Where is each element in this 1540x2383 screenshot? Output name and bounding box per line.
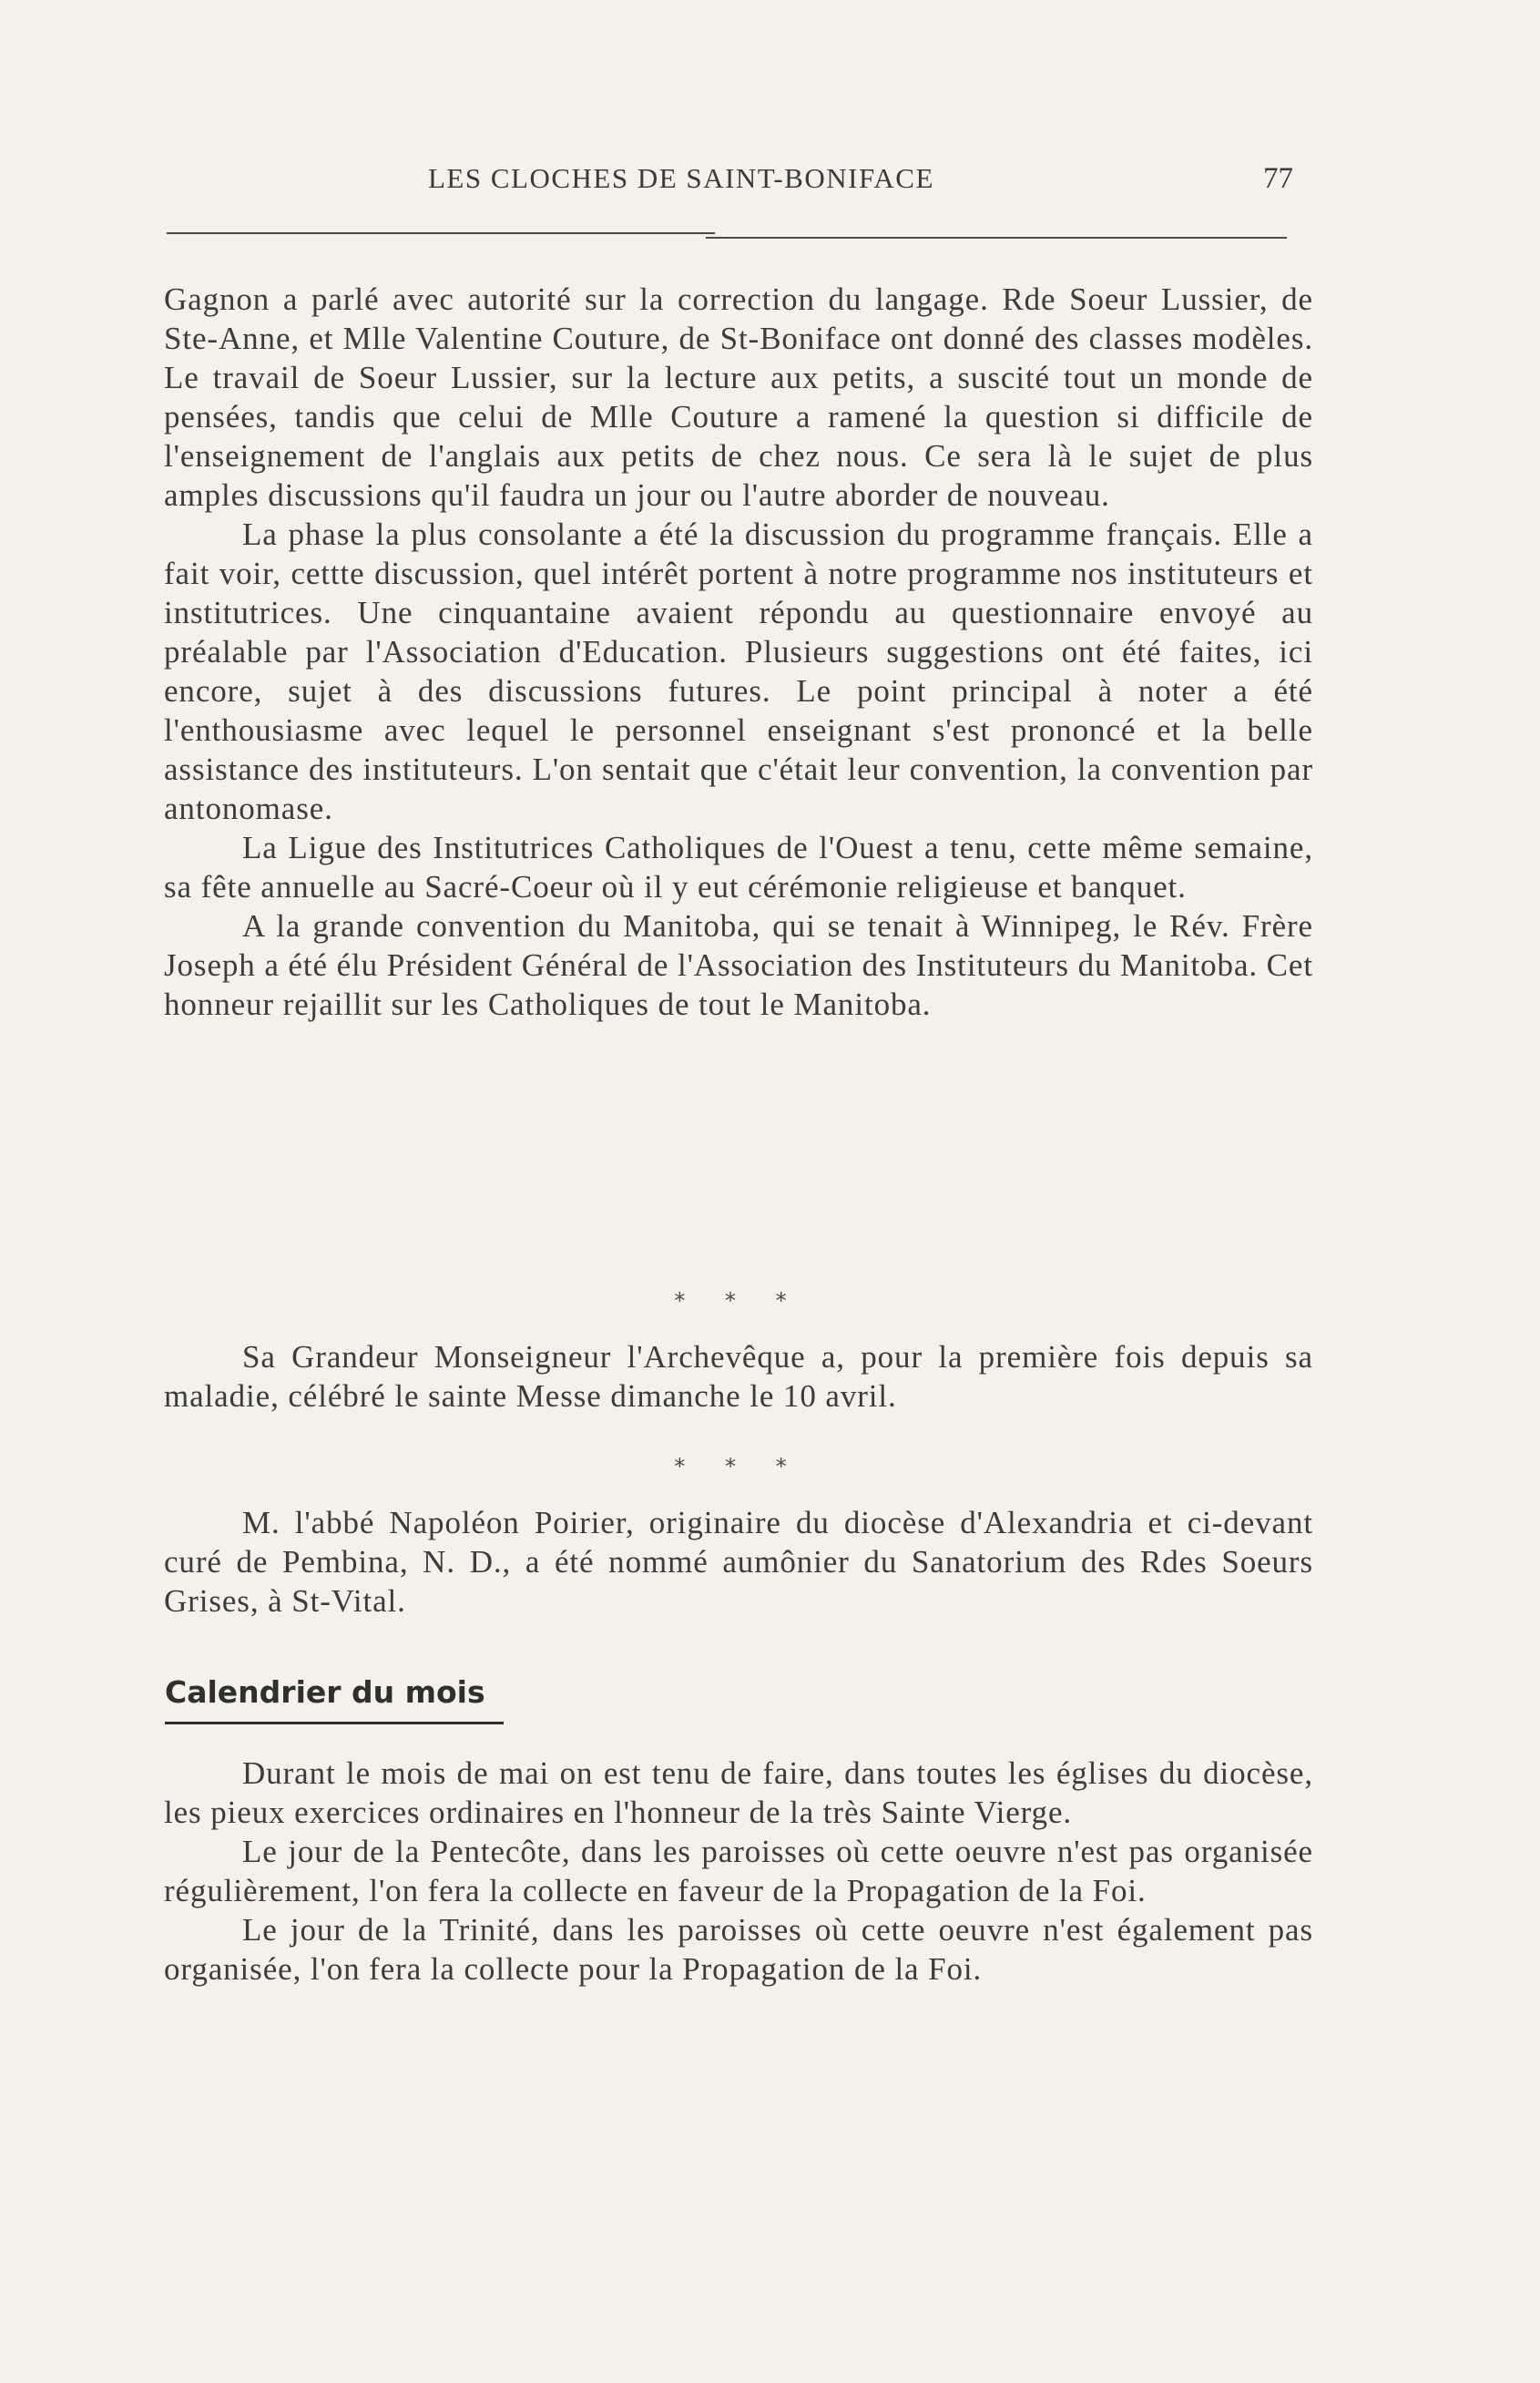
section-heading-underline [165,1722,504,1724]
page-number: 77 [1263,162,1293,195]
paragraph-programme-francais: La phase la plus consolante a été la discussion du programme français. Elle a fait voir, cettte discussion, quel intérêt portent à notre programme nos instituteurs et institutrices. Une cinquantaine avaient répondu au questionnaire envoyé au préalable par l'Association d'Education. Plusieurs suggestions ont été faites, ici encore, sujet à des discussions futures. Le point principal à noter a été l'enthousiasme avec lequel le personnel enseignant s'est prononcé et la belle assistance des instituteurs. L'on sentait que c'était leur convention, la convention par antonomase. [164,516,1313,826]
paragraph-ligue-institutrices: La Ligue des Institutrices Catholiques de l'Ouest a tenu, cette même semaine, sa fête annuelle au Sacré-Coeur où il y eut cérémonie religieuse et banquet. [164,830,1313,905]
note-poirier: M. l'abbé Napoléon Poirier, originaire du diocèse d'Alexandria et ci-devant curé de Pembina, N. D., a été nommé aumônier du Sanatorium des Rdes Soeurs Grises, à St-Vital. [164,1505,1313,1619]
calendar-text [164,1754,1313,1989]
section-heading-calendrier: Calendrier du mois [165,1674,485,1710]
separator-stars: * * * [674,1454,803,1479]
note-archeveque-block [164,1337,1313,1416]
body-text-top [164,280,1313,1024]
calendar-paragraph-pentecote: Le jour de la Pentecôte, dans les paroisses où cette oeuvre n'est pas organisée régulièrement, l'on fera la collecte en faveur de la Propagation de la Foi. [164,1834,1313,1908]
calendar-paragraph-mai: Durant le mois de mai on est tenu de faire, dans toutes les églises du diocèse, les pieux exercices ordinaires en l'honneur de la très Sainte Vierge. [164,1755,1313,1830]
separator-stars: * * * [674,1288,803,1314]
running-header [164,162,1293,208]
header-rule-right [706,237,1287,239]
header-rule-left [167,232,715,234]
paragraph-continuation: Gagnon a parlé avec autorité sur la correction du langage. Rde Soeur Lussier, de Ste-Anne, et Mlle Valentine Couture, de St-Boniface ont donné des classes modèles. Le travail de Soeur Lussier, sur la lecture aux petits, a suscité tout un monde de pensées, tandis que celui de Mlle Couture a ramené la question si difficile de l'enseignement de l'anglais aux petits de chez nous. Ce sera là le sujet de plus amples discussions qu'il faudra un jour ou l'autre aborder de nouveau. [164,281,1313,513]
calendar-paragraph-trinite: Le jour de la Trinité, dans les paroisses où cette oeuvre n'est également pas organisée, l'on fera la collecte pour la Propagation de la Foi. [164,1912,1313,1987]
note-archeveque: Sa Grandeur Monseigneur l'Archevêque a, pour la première fois depuis sa maladie, célébré le sainte Messe dimanche le 10 avril. [164,1339,1313,1414]
note-poirier-block [164,1503,1313,1621]
running-title: LES CLOCHES DE SAINT-BONIFACE [428,162,934,194]
paragraph-convention-manitoba: A la grande convention du Manitoba, qui se tenait à Winnipeg, le Rév. Frère Joseph a été élu Président Général de l'Association des Instituteurs du Manitoba. Cet honneur rejaillit sur les Catholiques de tout le Manitoba. [164,908,1313,1022]
